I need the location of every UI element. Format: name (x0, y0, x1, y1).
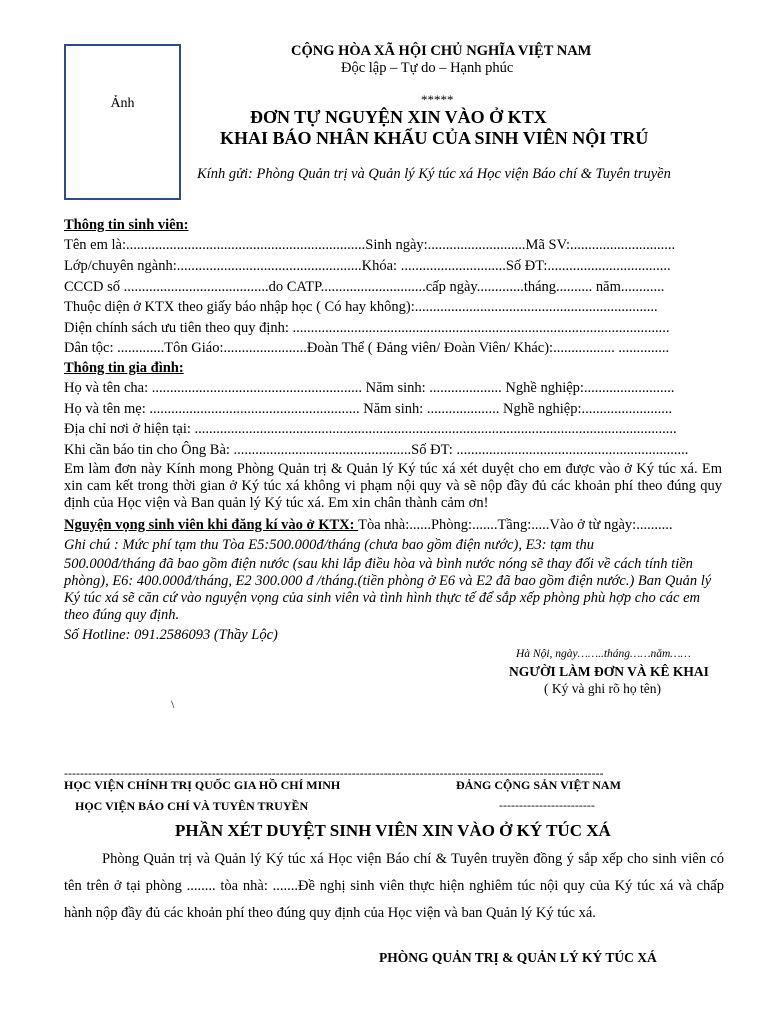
wish-fields: Tòa nhà:......Phòng:.......Tầng:.....Vào ở từ ngày:.......... (358, 517, 673, 533)
commitment-paragraph: Em làm đơn này Kính mong Phòng Quản trị & Quản lý Ký túc xá xét duyệt cho em được vào ở Ký túc xá. Em xin cam kết trong thời gian ở Ký túc xá không vi phạm nội quy và sẽ nộp đầy đủ các khoản phí theo đúng quy định của Học viện và Ban quản lý Ký túc xá. Em xin chân thành cảm ơn! (64, 461, 722, 511)
motto: Độc lập – Tự do – Hạnh phúc (341, 60, 514, 76)
org-left-1: HỌC VIỆN CHÍNH TRỊ QUỐC GIA HỒ CHÍ MINH (64, 778, 341, 792)
wish-label: Nguyện vọng sinh viên khi đăng kí vào ở KTX: (64, 517, 359, 533)
photo-placeholder (64, 44, 181, 200)
student-line-policy: Diện chính sách ưu tiên theo quy định: ........................................................................................................ (64, 320, 670, 336)
org-left-2: HỌC VIỆN BÁO CHÍ VÀ TUYÊN TRUYỀN (75, 799, 309, 813)
country-name: CỘNG HÒA XÃ HỘI CHỦ NGHĨA VIỆT NAM (291, 43, 592, 59)
dashed-divider: --------------------------------------------------------------------------------------------------------------------------------------- (64, 766, 604, 780)
approval-body: Phòng Quản trị và Quản lý Ký túc xá Học viện Báo chí & Tuyên truyền đồng ý sắp xếp cho sinh viên có tên trên ở tại phòng ........ tòa nhà: .......Đề nghị sinh viên thực hiện nghiêm túc nội quy của Ký túc xá và chấp hành nộp đầy đủ các khoản phí theo đúng quy định của Học viện và ban Quản lý Ký túc xá. (64, 851, 724, 921)
student-line-id: CCCD số ........................................do CATP.............................cấp ngày.............tháng.......... năm............ (64, 279, 665, 295)
student-line-ethnicity: Dân tộc: .............Tôn Giáo:.......................Đoàn Thể ( Đảng viên/ Đoàn Viên/ Khác):................. .............. (64, 340, 670, 356)
student-info-heading: Thông tin sinh viên: (64, 217, 189, 233)
family-info-heading: Thông tin gia đình: (64, 360, 184, 376)
family-line-father: Họ và tên cha: .......................................................... Năm sinh: .................... Nghề nghiệp:......................... (64, 380, 675, 396)
stars-divider: ***** (421, 92, 454, 107)
approval-title: PHẦN XÉT DUYỆT SINH VIÊN XIN VÀO Ở KÝ TÚC XÁ (175, 821, 611, 840)
signature-date: Hà Nội, ngày……..tháng……năm…… (516, 648, 691, 660)
family-line-address: Địa chỉ nơi ở hiện tại: ..................................................................................................................................... (64, 421, 677, 437)
approval-signer: PHÒNG QUẢN TRỊ & QUẢN LÝ KÝ TÚC XÁ (379, 950, 657, 965)
student-line-name: Tên em là:..................................................................Sinh ngày:...........................Mã SV:............................. (64, 237, 676, 253)
signature-subtitle: ( Ký và ghi rõ họ tên) (544, 681, 661, 696)
family-line-contact: Khi cần báo tin cho Ông Bà: .................................................Số ĐT: ................................................................ (64, 442, 689, 458)
signature-title: NGƯỜI LÀM ĐƠN VÀ KÊ KHAI (509, 664, 709, 679)
student-line-class: Lớp/chuyên ngành:...................................................Khóa: .............................Số ĐT:.................................. (64, 258, 671, 274)
form-title-2: KHAI BÁO NHÂN KHẨU CỦA SINH VIÊN NỘI TRÚ (220, 128, 649, 148)
hotline: Số Hotline: 091.2586093 (Thầy Lộc) (64, 627, 278, 643)
org-right-divider: ------------------------ (499, 798, 595, 812)
stray-mark: \ (171, 697, 175, 711)
org-right-1: ĐẢNG CỘNG SẢN VIỆT NAM (456, 778, 621, 792)
form-title-1: ĐƠN TỰ NGUYỆN XIN VÀO Ở KTX (250, 107, 547, 127)
family-line-mother: Họ và tên mẹ: .......................................................... Năm sinh: .................... Nghề nghiệp:......................... (64, 401, 673, 417)
fee-note-line1: Ghi chú : Mức phí tạm thu Tòa E5:500.000đ/tháng (chưa bao gồm điện nước), E3: tạm thu (64, 537, 595, 553)
recipient-line: Kính gửi: Phòng Quản trị và Quản lý Ký túc xá Học viện Báo chí & Tuyên truyền (197, 166, 671, 182)
photo-label: Ảnh (110, 96, 135, 111)
fee-note-body: 500.000đ/tháng đã bao gồm điện nước (sau khi lắp điều hòa và bình nước nóng sẽ thay đổi về cách tính tiền phòng), E6: 400.000đ/tháng, E2 300.000 đ /tháng.(tiền phòng ở E6 và E2 đã bao gồm điện nước.) Ban Quản lý Ký túc xá sẽ căn cứ vào nguyện vọng của sinh viên và tình hình thực tế để sắp xếp phòng phù hợp cho các em theo đúng quy định. (64, 556, 712, 623)
wish-line (64, 515, 720, 535)
student-line-dorm-status: Thuộc diện ở KTX theo giấy báo nhập học ( Có hay không):................................................................... (64, 299, 658, 315)
